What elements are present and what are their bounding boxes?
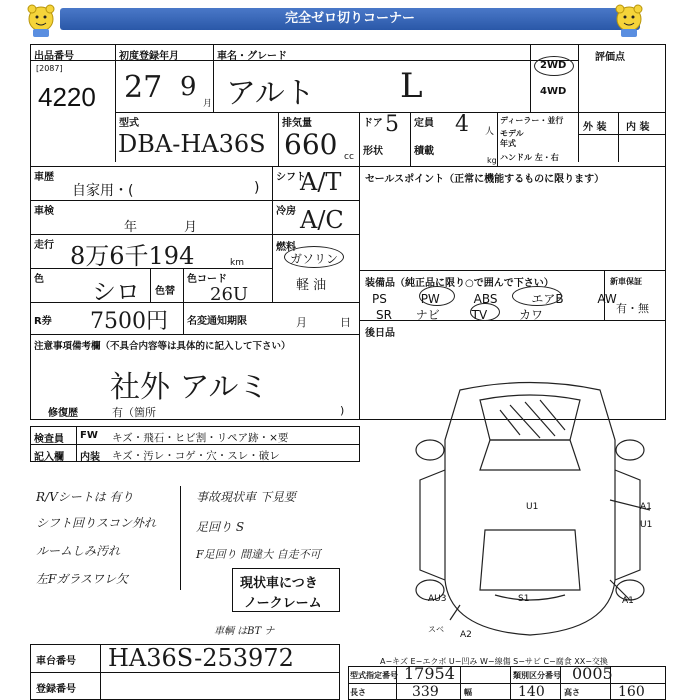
spec-value-3: 339 — [412, 684, 439, 700]
displacement-value: 660 — [284, 128, 338, 161]
type-value: DBA-HA36S — [118, 130, 266, 158]
stamp-line-1: 現状車につき — [240, 576, 318, 591]
registration-unit: 月 — [203, 99, 213, 109]
spec-label-3: 長さ — [350, 688, 366, 697]
ac-label: 冷房 — [276, 206, 296, 217]
lot-code: [2087] — [36, 64, 63, 73]
inspection-label: 車検 — [34, 206, 54, 217]
equipment-label: 装備品（純正品に限り○で囲んで下さい） — [365, 278, 554, 289]
new-reg-label: 新車保証 — [610, 277, 642, 286]
stamp-line-2: ノークレーム — [244, 596, 322, 611]
spec-value-1: 17954 — [404, 664, 455, 683]
rear-seat-label: 後日品 — [365, 328, 395, 339]
damage-legend: A−キズ E−エクボ U−凹み W−線傷 S−サビ C−腐食 XX−交換 — [380, 657, 608, 666]
spec-label-2: 類別区分番号 — [513, 671, 561, 680]
note-right-2: 足回り S — [196, 520, 245, 534]
equip-leather: カワ — [519, 308, 544, 322]
drive-4wd: 4WD — [540, 86, 567, 97]
chassis-label: 車台番号 — [36, 656, 76, 667]
chassis-value: HA36S-253972 — [108, 644, 294, 672]
spec-label-4: 幅 — [464, 688, 472, 697]
displacement-unit: cc — [344, 152, 354, 162]
note-line-3: ルームしみ汚れ — [36, 544, 121, 558]
fw-tag: FW — [80, 430, 98, 441]
shift-value: A/T — [300, 168, 342, 196]
damage-small: スベ — [428, 625, 444, 634]
lot-label: 出品番号 — [34, 51, 74, 62]
note-right-3: F足回り 間違大 自走不可 — [196, 548, 321, 561]
doors-label: ドア — [363, 118, 383, 129]
lot-number: 4220 — [38, 82, 96, 112]
banner-title: 完全ゼロ切りコーナー — [60, 8, 640, 30]
model-name: アルト — [226, 76, 315, 111]
repair-close: ) — [340, 404, 345, 417]
drive-2wd: 2WD — [540, 60, 567, 71]
rating-label: 評価点 — [595, 52, 625, 63]
equip-pw-circle — [419, 286, 455, 306]
new-reg-value: 有・無 — [616, 302, 649, 315]
fuel-light: 軽 油 — [296, 278, 327, 293]
type-label: 型式 — [119, 118, 139, 129]
spec-value-4: 140 — [518, 684, 545, 700]
notes-label: 注意事項備考欄（不具合内容等は具体的に記入して下さい） — [34, 341, 291, 352]
equip-ps: PS — [372, 292, 387, 306]
entry-label: 記入欄 — [34, 452, 64, 463]
ac-value: A/C — [300, 206, 344, 234]
inspection-year: 年 — [124, 220, 138, 235]
year-label: 年式 — [500, 139, 516, 148]
equip-airbag-circle — [512, 286, 562, 306]
fuel-label: 燃料 — [276, 242, 296, 253]
handle-label: ハンドル 左・右 — [500, 153, 559, 162]
recycle-label: R券 — [34, 316, 52, 327]
doors-value: 5 — [385, 112, 399, 137]
header-banner — [0, 0, 700, 44]
kg-unit: kg — [487, 156, 497, 165]
under-stamp-note: 車輌 はBT ナ — [214, 626, 275, 637]
usage-value: 自家用・( — [72, 183, 134, 199]
mileage-value: 8万6千194 — [70, 242, 195, 270]
int-tag: 内装 — [80, 452, 100, 463]
equip-sr: SR — [376, 308, 392, 322]
mileage-label: 走行 — [34, 240, 54, 251]
mascot-icon — [24, 2, 58, 38]
spec-label-1: 型式指定番号 — [350, 671, 398, 680]
equip-pw: PW — [420, 292, 440, 306]
shift-label: シフト — [276, 172, 306, 183]
registration-label: 初度登録年月 — [119, 51, 179, 62]
damage-s1: S1 — [518, 594, 530, 604]
note-line-2: シフト回りスコン外れ — [36, 516, 157, 530]
spec-value-5: 160 — [618, 684, 645, 700]
note-line-1: R/Vシートは 有り — [36, 490, 134, 504]
damage-u1-side: U1 — [640, 520, 653, 530]
color-tube-label: 色替 — [155, 286, 175, 297]
sales-point-label: セールスポイント（正常に機能するものに限ります） — [365, 174, 605, 185]
damage-a1-top: A1 — [640, 502, 652, 512]
int-items: キズ・汚レ・コゲ・穴・スレ・破レ — [112, 450, 280, 462]
notes-text: 社外 アルミ — [110, 370, 269, 405]
load-label: 積載 — [414, 146, 434, 157]
capacity-label: 定員 — [414, 118, 434, 129]
spec-label-5: 高さ — [564, 688, 580, 697]
name-change-label: 名変通知期限 — [187, 316, 247, 327]
color-label: 色 — [34, 274, 44, 285]
repair-value: 有（箇所 — [112, 406, 156, 419]
capacity-unit: 人 — [485, 127, 495, 137]
displacement-label: 排気量 — [282, 118, 312, 129]
plate-label: 登録番号 — [36, 684, 76, 695]
inspector-label: 検査員 — [34, 434, 64, 445]
inspection-month: 月 — [184, 220, 198, 235]
interior-label: 内 装 — [626, 122, 650, 133]
equip-airbag: エアB — [531, 292, 564, 306]
registration-month: 9 — [180, 72, 197, 102]
equip-aw: AW — [597, 292, 617, 306]
name-label: 車名・グレード — [217, 51, 287, 62]
damage-u1: U1 — [526, 502, 539, 512]
equip-navi: ナビ — [415, 308, 440, 322]
mascot-icon — [612, 2, 646, 38]
repair-label: 修復歴 — [48, 408, 78, 419]
damage-a2: A2 — [460, 630, 472, 640]
spec-value-2: 0005 — [572, 664, 613, 683]
damage-a1-rear: A1 — [622, 596, 634, 606]
name-change-day: 日 — [340, 316, 351, 329]
equip-tv: TV — [471, 308, 488, 322]
recycle-value: 7500円 — [90, 309, 168, 334]
mileage-unit: km — [230, 258, 244, 268]
fuel-gas: ガソリン — [290, 252, 339, 266]
registration-year: 27 — [124, 70, 163, 105]
dealer-label: ディーラー・並行 — [500, 116, 564, 125]
equip-tv-circle — [470, 303, 500, 321]
name-change-month: 月 — [296, 316, 307, 329]
grade: L — [400, 66, 423, 106]
shape-label: 形状 — [363, 146, 383, 157]
note-line-4: 左Fガラスワレ欠 — [36, 572, 128, 586]
usage-close: ) — [254, 180, 260, 196]
note-right-1: 事故現状車 下見要 — [196, 490, 296, 504]
equipment-row2 — [376, 306, 543, 323]
exterior-label: 外 装 — [583, 122, 607, 133]
color-code-label: 色コード — [187, 274, 227, 285]
capacity-value: 4 — [455, 112, 469, 137]
color-code: 26U — [210, 284, 249, 305]
model-label: モデル — [500, 129, 524, 138]
damage-au3: AU3 — [428, 594, 447, 604]
fw-items: キズ・飛石・ヒビ割・リペア跡・×要 — [112, 432, 289, 444]
color-value: シロ — [92, 278, 140, 306]
equip-abs: ABS — [473, 292, 498, 306]
usage-label: 車歴 — [34, 172, 54, 183]
